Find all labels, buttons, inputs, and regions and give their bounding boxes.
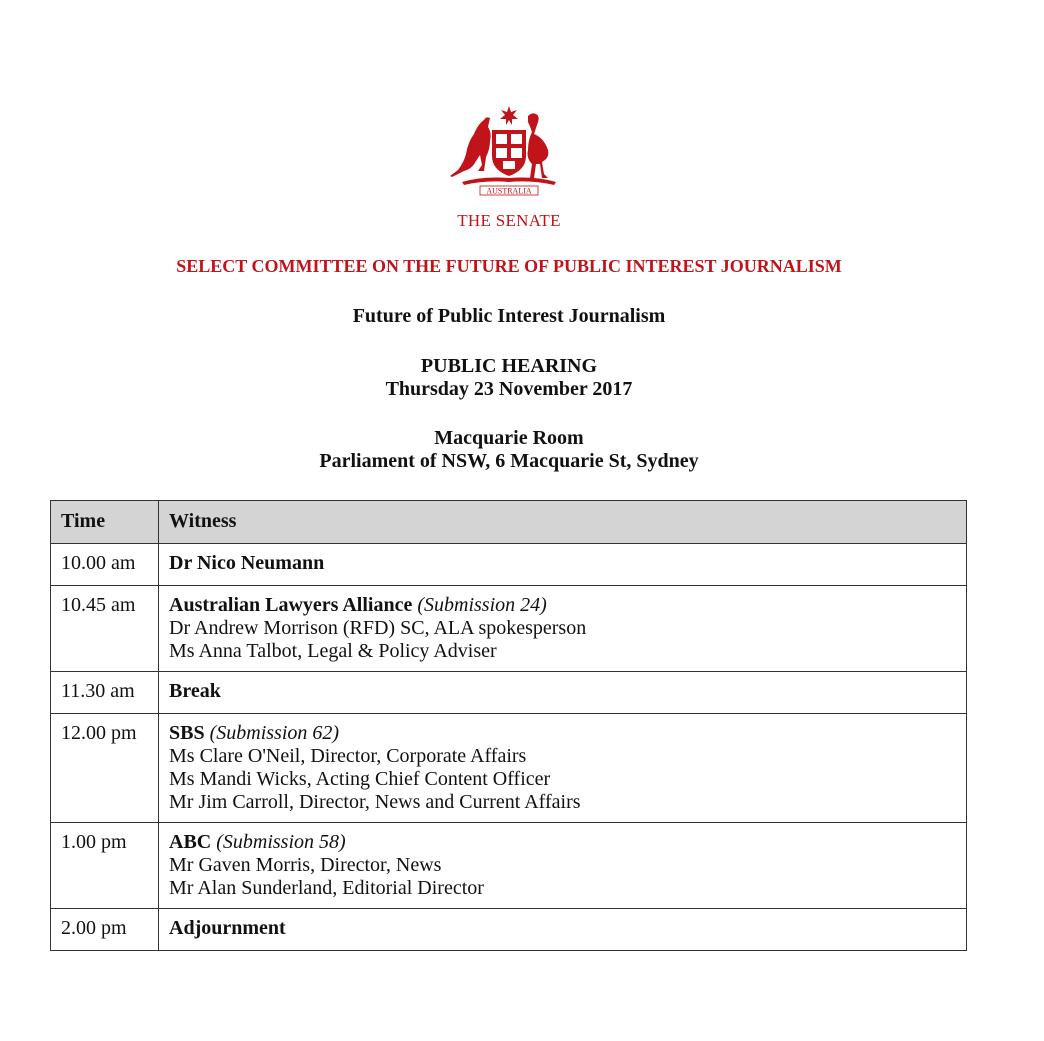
column-header-witness: Witness	[159, 501, 967, 544]
witness-org: ABC	[169, 831, 212, 853]
table-header-row	[51, 501, 967, 544]
witness-org: Adjournment	[169, 917, 286, 939]
column-header-time: Time	[51, 501, 159, 544]
table-row	[51, 586, 967, 672]
time-cell: 12.00 pm	[51, 714, 159, 823]
witness-org: Dr Nico Neumann	[169, 552, 325, 574]
submission-ref: (Submission 58)	[216, 831, 346, 853]
committee-title: SELECT COMMITTEE ON THE FUTURE OF PUBLIC INTEREST JOURNALISM	[176, 256, 842, 276]
time-cell: 10.45 am	[51, 586, 159, 672]
schedule-table	[50, 500, 967, 951]
table-row	[51, 823, 967, 909]
witness-person: Ms Clare O'Neil, Director, Corporate Affairs	[169, 745, 527, 767]
witness-cell	[159, 714, 967, 823]
witness-cell	[159, 672, 967, 714]
witness-person: Dr Andrew Morrison (RFD) SC, ALA spokesperson	[169, 617, 587, 639]
inquiry-title: Future of Public Interest Journalism	[352, 305, 666, 327]
witness-cell	[159, 823, 967, 909]
witness-cell	[159, 544, 967, 586]
australian-coat-of-arms-icon	[448, 104, 570, 196]
witness-person: Mr Alan Sunderland, Editorial Director	[169, 877, 484, 899]
hearing-venue: Parliament of NSW, 6 Macquarie St, Sydney	[319, 450, 699, 472]
time-cell: 10.00 am	[51, 544, 159, 586]
table-row	[51, 714, 967, 823]
table-row	[51, 909, 967, 951]
witness-cell	[159, 909, 967, 951]
crest-label: AUSTRALIA	[486, 186, 532, 196]
event-title: PUBLIC HEARING	[420, 355, 598, 377]
witness-org: Break	[169, 680, 221, 702]
witness-org: Australian Lawyers Alliance	[169, 594, 413, 616]
time-cell: 11.30 am	[51, 672, 159, 714]
chamber-title: THE SENATE	[457, 211, 561, 230]
hearing-room: Macquarie Room	[434, 427, 584, 449]
time-cell: 1.00 pm	[51, 823, 159, 909]
hearing-date: Thursday 23 November 2017	[385, 378, 633, 400]
submission-ref: (Submission 24)	[417, 594, 547, 616]
witness-person: Ms Mandi Wicks, Acting Chief Content Officer	[169, 768, 551, 790]
submission-ref: (Submission 62)	[209, 722, 340, 744]
witness-org: SBS	[169, 722, 205, 744]
witness-person: Ms Anna Talbot, Legal & Policy Adviser	[169, 640, 497, 662]
table-row	[51, 672, 967, 714]
time-cell: 2.00 pm	[51, 909, 159, 951]
witness-person: Mr Gaven Morris, Director, News	[169, 854, 442, 876]
witness-person: Mr Jim Carroll, Director, News and Current Affairs	[169, 791, 581, 813]
witness-cell	[159, 586, 967, 672]
table-row	[51, 544, 967, 586]
